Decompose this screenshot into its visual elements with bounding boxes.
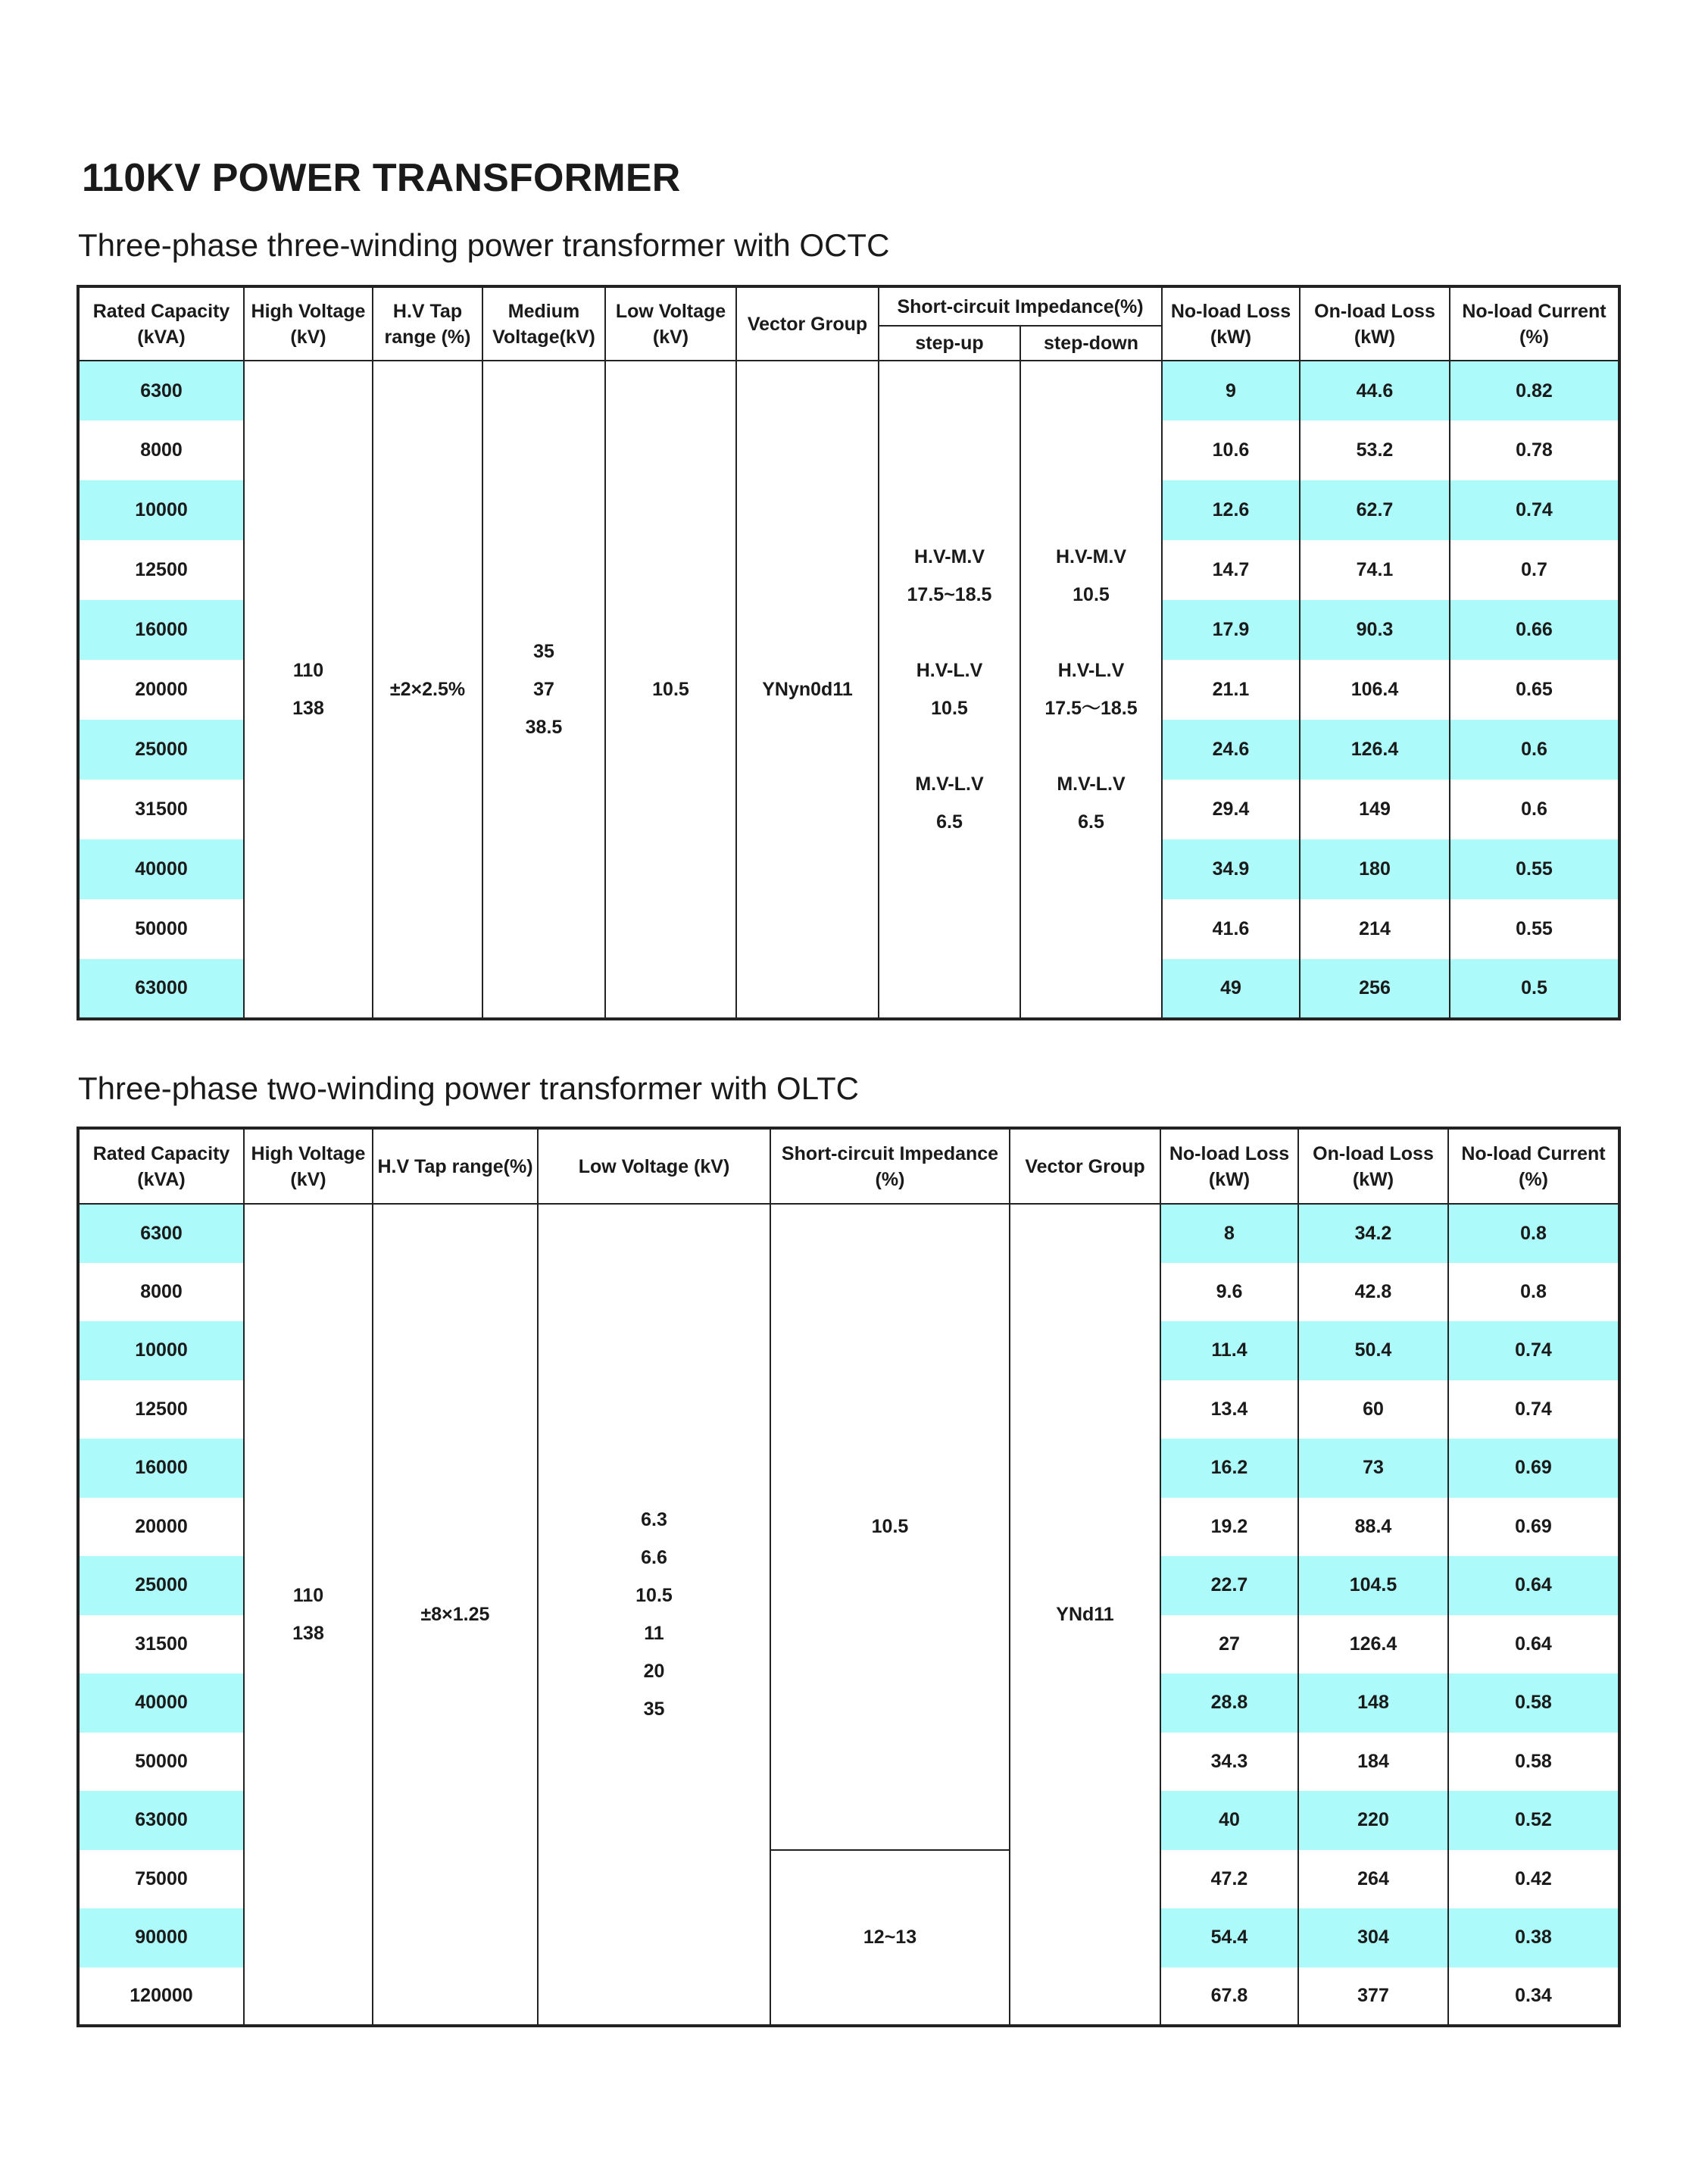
header-step-up: step-up — [879, 326, 1020, 361]
no-load-current-cell: 0.52 — [1448, 1791, 1619, 1850]
no-load-loss-cell: 34.9 — [1162, 839, 1300, 899]
rated-capacity-cell: 40000 — [78, 1674, 244, 1733]
header-no-load-current: No-load Current (%) — [1448, 1128, 1619, 1204]
rated-capacity-cell: 12500 — [78, 1380, 244, 1439]
no-load-current-cell: 0.5 — [1450, 959, 1619, 1019]
no-load-current-cell: 0.55 — [1450, 899, 1619, 959]
high-voltage-cell-line: 138 — [292, 698, 324, 719]
no-load-current-cell: 0.38 — [1448, 1908, 1619, 1967]
no-load-loss-cell: 28.8 — [1160, 1674, 1298, 1733]
no-load-current-cell: 0.58 — [1448, 1674, 1619, 1733]
on-load-loss-cell: 304 — [1298, 1908, 1448, 1967]
table2-body — [78, 1204, 1619, 2026]
rated-capacity-cell: 8000 — [78, 1263, 244, 1322]
on-load-loss-cell: 264 — [1298, 1850, 1448, 1909]
header-short-circuit-impedance: Short-circuit Impedance (%) — [770, 1128, 1010, 1204]
table-row — [78, 1204, 1619, 1263]
step-up-cell-line: M.V-L.V — [915, 773, 984, 795]
step-down-cell-line: M.V-L.V — [1057, 773, 1126, 795]
on-load-loss-cell: 256 — [1300, 959, 1450, 1019]
no-load-current-cell: 0.66 — [1450, 600, 1619, 660]
no-load-loss-cell: 16.2 — [1160, 1439, 1298, 1498]
header-vector-group: Vector Group — [1010, 1128, 1160, 1204]
header-on-load-loss: On-load Loss (kW) — [1298, 1128, 1448, 1204]
rated-capacity-cell: 90000 — [78, 1908, 244, 1967]
rated-capacity-cell: 10000 — [78, 480, 244, 540]
on-load-loss-cell: 73 — [1298, 1439, 1448, 1498]
rated-capacity-cell: 63000 — [78, 959, 244, 1019]
step-up-cell-line: 6.5 — [936, 811, 963, 833]
no-load-loss-cell: 54.4 — [1160, 1908, 1298, 1967]
no-load-loss-cell: 11.4 — [1160, 1321, 1298, 1380]
no-load-loss-cell: 41.6 — [1162, 899, 1300, 959]
low-voltage-cell-line: 6.3 — [641, 1509, 667, 1530]
on-load-loss-cell: 34.2 — [1298, 1204, 1448, 1263]
no-load-current-cell: 0.65 — [1450, 660, 1619, 720]
no-load-loss-cell: 22.7 — [1160, 1556, 1298, 1615]
no-load-loss-cell: 24.6 — [1162, 720, 1300, 780]
hv-tap-range-cell: ±2×2.5% — [373, 361, 482, 1019]
on-load-loss-cell: 44.6 — [1300, 361, 1450, 420]
rated-capacity-cell: 8000 — [78, 420, 244, 480]
high-voltage-cell — [244, 1204, 373, 2026]
no-load-loss-cell: 9 — [1162, 361, 1300, 420]
rated-capacity-cell: 50000 — [78, 899, 244, 959]
no-load-current-cell: 0.64 — [1448, 1556, 1619, 1615]
rated-capacity-cell: 63000 — [78, 1791, 244, 1850]
on-load-loss-cell: 74.1 — [1300, 540, 1450, 600]
header-high-voltage: High Voltage (kV) — [244, 286, 373, 361]
no-load-current-cell: 0.7 — [1450, 540, 1619, 600]
on-load-loss-cell: 377 — [1298, 1967, 1448, 2027]
on-load-loss-cell: 62.7 — [1300, 480, 1450, 540]
rated-capacity-cell: 25000 — [78, 1556, 244, 1615]
spacer — [1021, 614, 1161, 652]
no-load-loss-cell: 34.3 — [1160, 1733, 1298, 1792]
high-voltage-cell-line: 110 — [292, 660, 324, 681]
no-load-current-cell: 0.82 — [1450, 361, 1619, 420]
on-load-loss-cell: 126.4 — [1300, 720, 1450, 780]
high-voltage-cell-line: 138 — [292, 1623, 324, 1644]
rated-capacity-cell: 75000 — [78, 1850, 244, 1909]
on-load-loss-cell: 148 — [1298, 1674, 1448, 1733]
on-load-loss-cell: 126.4 — [1298, 1615, 1448, 1674]
no-load-loss-cell: 27 — [1160, 1615, 1298, 1674]
spacer — [879, 727, 1019, 765]
octc-spec-table — [77, 285, 1621, 1020]
rated-capacity-cell: 120000 — [78, 1967, 244, 2027]
on-load-loss-cell: 90.3 — [1300, 600, 1450, 660]
on-load-loss-cell: 184 — [1298, 1733, 1448, 1792]
page-title: 110KV POWER TRANSFORMER — [82, 156, 681, 200]
step-down-cell-line: H.V-L.V — [1057, 660, 1125, 681]
on-load-loss-cell: 42.8 — [1298, 1263, 1448, 1322]
header-high-voltage: High Voltage (kV) — [244, 1128, 373, 1204]
no-load-current-cell: 0.34 — [1448, 1967, 1619, 2027]
header-hv-tap-range: H.V Tap range (%) — [373, 286, 482, 361]
no-load-current-cell: 0.74 — [1448, 1321, 1619, 1380]
header-medium-voltage: Medium Voltage(kV) — [482, 286, 605, 361]
no-load-current-cell: 0.64 — [1448, 1615, 1619, 1674]
on-load-loss-cell: 53.2 — [1300, 420, 1450, 480]
on-load-loss-cell: 214 — [1300, 899, 1450, 959]
no-load-current-cell: 0.69 — [1448, 1498, 1619, 1557]
header-step-down: step-down — [1020, 326, 1162, 361]
no-load-current-cell: 0.58 — [1448, 1733, 1619, 1792]
header-no-load-loss: No-load Loss (kW) — [1162, 286, 1300, 361]
no-load-current-cell: 0.74 — [1448, 1380, 1619, 1439]
no-load-loss-cell: 9.6 — [1160, 1263, 1298, 1322]
medium-voltage-cell — [482, 361, 605, 1019]
step-up-cell-line: 17.5~18.5 — [907, 584, 992, 605]
header-no-load-loss: No-load Loss (kW) — [1160, 1128, 1298, 1204]
rated-capacity-cell: 20000 — [78, 1498, 244, 1557]
table1-heading: Three-phase three-winding power transformer with OCTC — [78, 227, 890, 263]
no-load-current-cell: 0.8 — [1448, 1263, 1619, 1322]
step-down-cell — [1020, 361, 1162, 1019]
vector-group-cell: YNd11 — [1010, 1204, 1160, 2026]
on-load-loss-cell: 60 — [1298, 1380, 1448, 1439]
no-load-current-cell: 0.78 — [1450, 420, 1619, 480]
on-load-loss-cell: 180 — [1300, 839, 1450, 899]
rated-capacity-cell: 16000 — [78, 1439, 244, 1498]
spacer — [879, 614, 1019, 652]
on-load-loss-cell: 149 — [1300, 780, 1450, 839]
no-load-current-cell: 0.69 — [1448, 1439, 1619, 1498]
rated-capacity-cell: 6300 — [78, 1204, 244, 1263]
header-low-voltage: Low Voltage (kV) — [605, 286, 736, 361]
no-load-current-cell: 0.55 — [1450, 839, 1619, 899]
on-load-loss-cell: 88.4 — [1298, 1498, 1448, 1557]
short-circuit-impedance-cell: 12~13 — [770, 1850, 1010, 2027]
step-down-cell-line: H.V-M.V — [1055, 546, 1127, 567]
rated-capacity-cell: 50000 — [78, 1733, 244, 1792]
oltc-spec-table — [77, 1127, 1621, 2027]
no-load-loss-cell: 49 — [1162, 959, 1300, 1019]
spacer — [1021, 727, 1161, 765]
medium-voltage-cell-line: 38.5 — [525, 717, 563, 738]
no-load-loss-cell: 8 — [1160, 1204, 1298, 1263]
rated-capacity-cell: 40000 — [78, 839, 244, 899]
rated-capacity-cell: 16000 — [78, 600, 244, 660]
medium-voltage-cell-line: 35 — [533, 641, 554, 662]
no-load-loss-cell: 10.6 — [1162, 420, 1300, 480]
no-load-loss-cell: 47.2 — [1160, 1850, 1298, 1909]
hv-tap-range-cell: ±8×1.25 — [373, 1204, 538, 2026]
step-down-cell-line: 17.5～18.5 — [1044, 698, 1138, 719]
low-voltage-cell — [538, 1204, 770, 2026]
no-load-current-cell: 0.6 — [1450, 780, 1619, 839]
rated-capacity-cell: 25000 — [78, 720, 244, 780]
on-load-loss-cell: 106.4 — [1300, 660, 1450, 720]
no-load-loss-cell: 67.8 — [1160, 1967, 1298, 2027]
table1-body — [78, 361, 1619, 1019]
rated-capacity-cell: 10000 — [78, 1321, 244, 1380]
no-load-loss-cell: 14.7 — [1162, 540, 1300, 600]
header-hv-tap-range: H.V Tap range(%) — [373, 1128, 538, 1204]
step-up-cell-line: 10.5 — [931, 698, 968, 719]
no-load-current-cell: 0.6 — [1450, 720, 1619, 780]
header-low-voltage: Low Voltage (kV) — [538, 1128, 770, 1204]
no-load-current-cell: 0.74 — [1450, 480, 1619, 540]
no-load-loss-cell: 13.4 — [1160, 1380, 1298, 1439]
header-rated-capacity: Rated Capacity (kVA) — [78, 1128, 244, 1204]
no-load-loss-cell: 19.2 — [1160, 1498, 1298, 1557]
no-load-loss-cell: 29.4 — [1162, 780, 1300, 839]
step-up-cell-line: H.V-M.V — [913, 546, 985, 567]
no-load-loss-cell: 12.6 — [1162, 480, 1300, 540]
step-down-cell-line: 10.5 — [1073, 584, 1110, 605]
step-down-cell-line: 6.5 — [1078, 811, 1104, 833]
rated-capacity-cell: 31500 — [78, 1615, 244, 1674]
on-load-loss-cell: 220 — [1298, 1791, 1448, 1850]
no-load-current-cell: 0.8 — [1448, 1204, 1619, 1263]
vector-group-cell: YNyn0d11 — [736, 361, 879, 1019]
on-load-loss-cell: 104.5 — [1298, 1556, 1448, 1615]
step-up-cell — [879, 361, 1020, 1019]
low-voltage-cell-line: 6.6 — [641, 1547, 667, 1568]
table-row — [78, 361, 1619, 420]
header-no-load-current: No-load Current (%) — [1450, 286, 1619, 361]
low-voltage-cell-line: 11 — [644, 1623, 664, 1644]
rated-capacity-cell: 31500 — [78, 780, 244, 839]
rated-capacity-cell: 20000 — [78, 660, 244, 720]
low-voltage-cell-line: 20 — [643, 1661, 665, 1682]
low-voltage-cell-line: 35 — [643, 1699, 665, 1720]
header-rated-capacity: Rated Capacity (kVA) — [78, 286, 244, 361]
header-short-circuit-impedance: Short-circuit Impedance(%) — [879, 286, 1162, 326]
low-voltage-cell: 10.5 — [605, 361, 736, 1019]
medium-voltage-cell-line: 37 — [533, 679, 554, 700]
low-voltage-cell-line: 10.5 — [635, 1585, 673, 1606]
on-load-loss-cell: 50.4 — [1298, 1321, 1448, 1380]
no-load-loss-cell: 40 — [1160, 1791, 1298, 1850]
high-voltage-cell — [244, 361, 373, 1019]
high-voltage-cell-line: 110 — [292, 1585, 324, 1606]
table2-heading: Three-phase two-winding power transformer with OLTC — [78, 1070, 859, 1106]
step-up-cell-line: H.V-L.V — [916, 660, 983, 681]
rated-capacity-cell: 12500 — [78, 540, 244, 600]
no-load-loss-cell: 21.1 — [1162, 660, 1300, 720]
rated-capacity-cell: 6300 — [78, 361, 244, 420]
header-vector-group: Vector Group — [736, 286, 879, 361]
header-on-load-loss: On-load Loss (kW) — [1300, 286, 1450, 361]
no-load-current-cell: 0.42 — [1448, 1850, 1619, 1909]
no-load-loss-cell: 17.9 — [1162, 600, 1300, 660]
short-circuit-impedance-cell: 10.5 — [770, 1204, 1010, 1850]
